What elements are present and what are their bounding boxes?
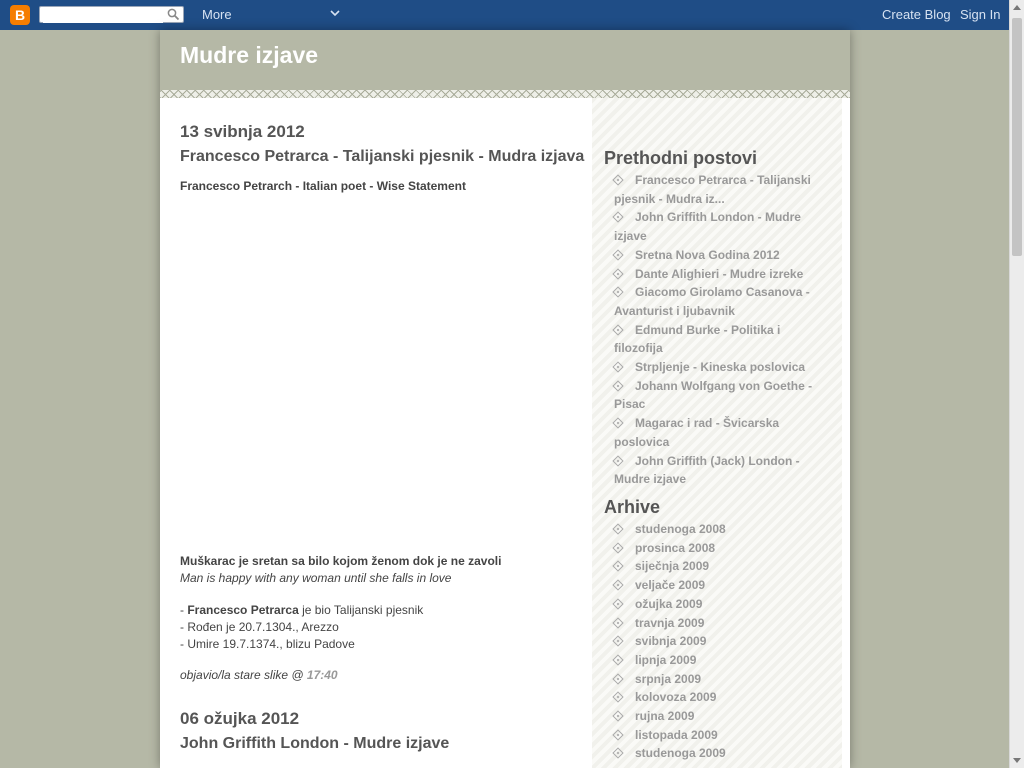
post-subtitle: Francesco Petrarch - Italian poet - Wise Statement	[180, 179, 466, 193]
diamond-bullet-icon	[612, 380, 623, 391]
previous-post-link[interactable]: John Griffith (Jack) London - Mudre izjave	[614, 453, 800, 487]
previous-post-link[interactable]: Edmund Burke - Politika i filozofija	[614, 322, 781, 356]
previous-post-link[interactable]: Dante Alighieri - Mudre izreke	[614, 265, 832, 284]
sign-in-link[interactable]: Sign In	[960, 7, 1001, 22]
previous-post-link[interactable]: Francesco Petrarca - Talijanski pjesnik - Mudra iz...	[614, 173, 811, 206]
scroll-up-arrow-icon[interactable]	[1013, 5, 1021, 10]
previous-post-link[interactable]: John Griffith London - Mudre izjave	[614, 210, 801, 244]
post-time-link[interactable]: 17:40	[306, 668, 338, 682]
post-title[interactable]: Francesco Petrarca - Talijanski pjesnik - Mudra izjava	[180, 148, 585, 165]
more-menu-button[interactable]: More	[202, 7, 232, 22]
archive-link[interactable]: studenoga 2009	[614, 744, 832, 763]
diamond-bullet-icon	[612, 455, 623, 466]
diamond-bullet-icon	[612, 268, 623, 279]
archive-link[interactable]: listopada 2009	[614, 726, 832, 745]
navbar-search[interactable]	[39, 6, 184, 23]
blogger-logo-icon[interactable]: B	[10, 5, 30, 25]
quote-croatian: Muškarac je sretan sa bilo kojom ženom dok je ne zavoli	[180, 554, 502, 568]
diamond-bullet-icon	[612, 710, 623, 721]
quote-english: Man is happy with any woman until she falls in love	[180, 571, 452, 585]
scrollbar[interactable]	[1009, 0, 1024, 768]
previous-posts-heading: Prethodni postovi	[604, 148, 757, 168]
diamond-bullet-icon	[612, 598, 623, 609]
archive-link[interactable]: rujna 2009	[614, 707, 832, 726]
previous-post-link[interactable]: Sretna Nova Godina 2012	[614, 246, 832, 265]
scrollbar-thumb[interactable]	[1012, 18, 1022, 256]
archive-link[interactable]: svibnja 2009	[614, 632, 832, 651]
diamond-bullet-icon	[612, 729, 623, 740]
diamond-bullet-icon	[612, 748, 623, 759]
bio-prefix: -	[180, 603, 188, 617]
diamond-bullet-icon	[612, 636, 623, 647]
navbar	[0, 0, 1009, 30]
previous-post-link[interactable]: Johann Wolfgang von Goethe - Pisac	[614, 378, 813, 412]
diamond-bullet-icon	[612, 561, 623, 572]
archive-link[interactable]: lipnja 2009	[614, 651, 832, 670]
diamond-bullet-icon	[612, 673, 623, 684]
diamond-bullet-icon	[612, 617, 623, 628]
sidebar	[592, 98, 842, 768]
diamond-bullet-icon	[612, 324, 623, 335]
previous-posts-list	[614, 171, 832, 489]
died-line: - Umire 19.7.1374., blizu Padove	[180, 637, 355, 651]
chevron-down-icon[interactable]	[329, 7, 341, 19]
post-title[interactable]: John Griffith London - Mudre izjave	[180, 735, 450, 752]
archive-link[interactable]: ožujka 2009	[614, 595, 832, 614]
archive-link[interactable]: veljače 2009	[614, 576, 832, 595]
blog-header	[160, 30, 850, 90]
diamond-bullet-icon	[612, 212, 623, 223]
archive-link[interactable]: studenoga 2008	[614, 520, 832, 539]
diamond-bullet-icon	[612, 287, 623, 298]
search-icon[interactable]	[167, 8, 180, 21]
diamond-bullet-icon	[612, 361, 623, 372]
archive-link[interactable]: prosinca 2008	[614, 539, 832, 558]
header-divider	[160, 90, 850, 98]
archive-link[interactable]: kolovoza 2009	[614, 688, 832, 707]
archive-link[interactable]: travnja 2009	[614, 614, 832, 633]
born-line: - Rođen je 20.7.1304., Arezzo	[180, 620, 339, 634]
archive-link[interactable]: srpnja 2009	[614, 670, 832, 689]
previous-post-link[interactable]: Magarac i rad - Švicarska poslovica	[614, 416, 780, 449]
diamond-bullet-icon	[612, 692, 623, 703]
blog-title[interactable]: Mudre izjave	[180, 42, 319, 68]
archive-list	[614, 520, 832, 763]
main-column	[180, 98, 585, 768]
create-blog-link[interactable]: Create Blog	[882, 7, 951, 22]
archive-heading: Arhive	[604, 497, 661, 517]
post-date: 13 svibnja 2012	[180, 122, 305, 141]
previous-post-link[interactable]: Giacomo Girolamo Casanova - Avanturist i ljubavnik	[614, 285, 810, 318]
bio-rest: je bio Talijanski pjesnik	[298, 603, 424, 617]
post-date: 06 ožujka 2012	[180, 709, 300, 728]
diamond-bullet-icon	[612, 417, 623, 428]
diamond-bullet-icon	[612, 174, 623, 185]
search-input[interactable]	[43, 9, 163, 23]
scroll-down-arrow-icon[interactable]	[1013, 758, 1021, 763]
bio-name: Francesco Petrarca	[187, 603, 299, 617]
archive-link[interactable]: siječnja 2009	[614, 557, 832, 576]
blog-page	[160, 30, 850, 768]
post-author: objavio/la stare slike @	[180, 668, 307, 682]
diamond-bullet-icon	[612, 249, 623, 260]
diamond-bullet-icon	[612, 523, 623, 534]
bio-line	[180, 602, 423, 619]
diamond-bullet-icon	[612, 542, 623, 553]
previous-post-link[interactable]: Strpljenje - Kineska poslovica	[614, 358, 832, 377]
post-footer	[180, 667, 338, 684]
diamond-bullet-icon	[612, 654, 623, 665]
diamond-bullet-icon	[612, 579, 623, 590]
